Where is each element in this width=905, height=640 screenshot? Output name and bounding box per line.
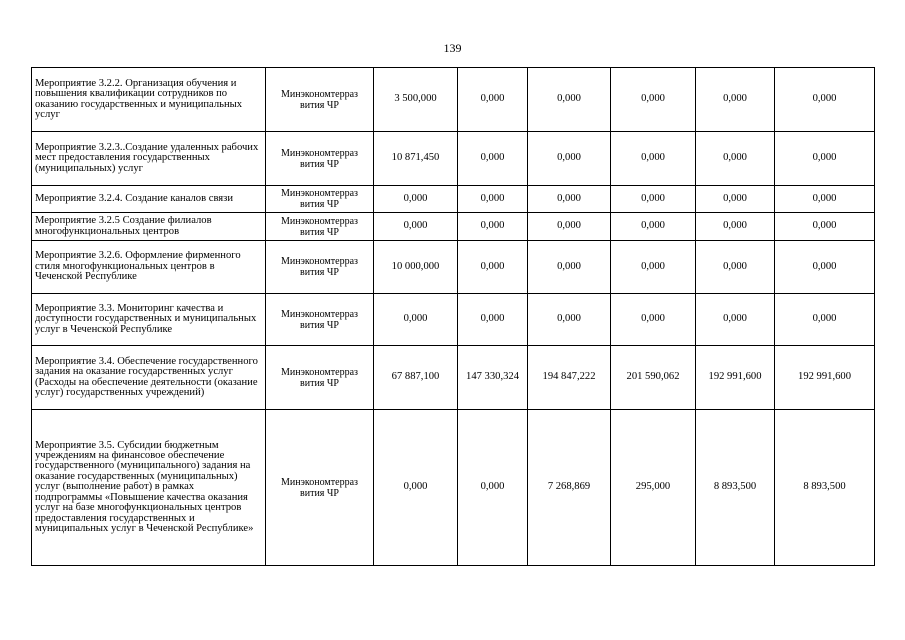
- value-cell: 0,000: [696, 132, 775, 186]
- table-row: [32, 213, 875, 241]
- value-cell: 0,000: [528, 213, 611, 241]
- value-cell: 0,000: [696, 213, 775, 241]
- value-cell: 67 887,100: [374, 346, 458, 410]
- activity-name: Мероприятие 3.5. Субсидии бюджетным учреждениям на финансовое обеспечение государственного (муниципального) задания на оказание государственных (муниципальных) услуг (выполнение работ) в рамках подпрограммы «Повышение качества оказания услуг на базе многофункциональных центров предоставления государственных и муниципальных услуг в Чеченской Республике»: [32, 410, 266, 566]
- activity-name: Мероприятие 3.3. Мониторинг качества и доступности государственных и муниципальных услуг в Чеченской Республике: [32, 294, 266, 346]
- value-cell: 0,000: [528, 68, 611, 132]
- value-cell: 0,000: [611, 68, 696, 132]
- value-cell: 0,000: [458, 132, 528, 186]
- table-row: [32, 346, 875, 410]
- executor: Минэкономтерраз вития ЧР: [266, 410, 374, 566]
- value-cell: 0,000: [775, 294, 875, 346]
- table-row: [32, 132, 875, 186]
- activity-name: Мероприятие 3.4. Обеспечение государственного задания на оказание государственных услуг (Расходы на обеспечение деятельности (оказание услуг) государственных учреждений): [32, 346, 266, 410]
- executor: Минэкономтерраз вития ЧР: [266, 294, 374, 346]
- table-row: [32, 294, 875, 346]
- value-cell: 10 000,000: [374, 241, 458, 294]
- value-cell: 0,000: [458, 186, 528, 213]
- value-cell: 10 871,450: [374, 132, 458, 186]
- value-cell: 194 847,222: [528, 346, 611, 410]
- executor: Минэкономтерраз вития ЧР: [266, 241, 374, 294]
- value-cell: 0,000: [374, 294, 458, 346]
- budget-table: [31, 67, 875, 566]
- value-cell: 0,000: [696, 68, 775, 132]
- value-cell: 0,000: [528, 132, 611, 186]
- activity-name: Мероприятие 3.2.2. Организация обучения и повышения квалификации сотрудников по оказанию государственных и муниципальных услуг: [32, 68, 266, 132]
- value-cell: 192 991,600: [696, 346, 775, 410]
- value-cell: 0,000: [775, 132, 875, 186]
- value-cell: 0,000: [696, 241, 775, 294]
- value-cell: 0,000: [696, 294, 775, 346]
- value-cell: 0,000: [611, 186, 696, 213]
- value-cell: 201 590,062: [611, 346, 696, 410]
- activity-name: Мероприятие 3.2.5 Создание филиалов многофункциональных центров: [32, 213, 266, 241]
- value-cell: 0,000: [458, 410, 528, 566]
- executor: Минэкономтерраз вития ЧР: [266, 186, 374, 213]
- value-cell: 7 268,869: [528, 410, 611, 566]
- value-cell: 0,000: [374, 186, 458, 213]
- value-cell: 0,000: [528, 294, 611, 346]
- value-cell: 0,000: [611, 294, 696, 346]
- table-row: [32, 186, 875, 213]
- value-cell: 3 500,000: [374, 68, 458, 132]
- value-cell: 0,000: [611, 213, 696, 241]
- value-cell: 0,000: [528, 186, 611, 213]
- value-cell: 0,000: [775, 68, 875, 132]
- activity-name: Мероприятие 3.2.3..Создание удаленных рабочих мест предоставления государственных (муниципальных) услуг: [32, 132, 266, 186]
- value-cell: 0,000: [611, 132, 696, 186]
- executor: Минэкономтерраз вития ЧР: [266, 346, 374, 410]
- executor: Минэкономтерраз вития ЧР: [266, 68, 374, 132]
- table-row: [32, 410, 875, 566]
- value-cell: 0,000: [775, 186, 875, 213]
- value-cell: 192 991,600: [775, 346, 875, 410]
- value-cell: 0,000: [775, 241, 875, 294]
- value-cell: 0,000: [458, 68, 528, 132]
- value-cell: 295,000: [611, 410, 696, 566]
- value-cell: 0,000: [696, 186, 775, 213]
- value-cell: 0,000: [374, 213, 458, 241]
- executor: Минэкономтерраз вития ЧР: [266, 132, 374, 186]
- value-cell: 0,000: [611, 241, 696, 294]
- activity-name: Мероприятие 3.2.6. Оформление фирменного стиля многофункциональных центров в Чеченской Республике: [32, 241, 266, 294]
- value-cell: 0,000: [775, 213, 875, 241]
- table-row: [32, 241, 875, 294]
- page-number: 139: [443, 41, 462, 55]
- activity-name: Мероприятие 3.2.4. Создание каналов связи: [32, 186, 266, 213]
- table-row: [32, 68, 875, 132]
- value-cell: 0,000: [458, 241, 528, 294]
- executor: Минэкономтерраз вития ЧР: [266, 213, 374, 241]
- value-cell: 8 893,500: [775, 410, 875, 566]
- value-cell: 0,000: [374, 410, 458, 566]
- value-cell: 0,000: [528, 241, 611, 294]
- value-cell: 0,000: [458, 294, 528, 346]
- value-cell: 0,000: [458, 213, 528, 241]
- value-cell: 147 330,324: [458, 346, 528, 410]
- value-cell: 8 893,500: [696, 410, 775, 566]
